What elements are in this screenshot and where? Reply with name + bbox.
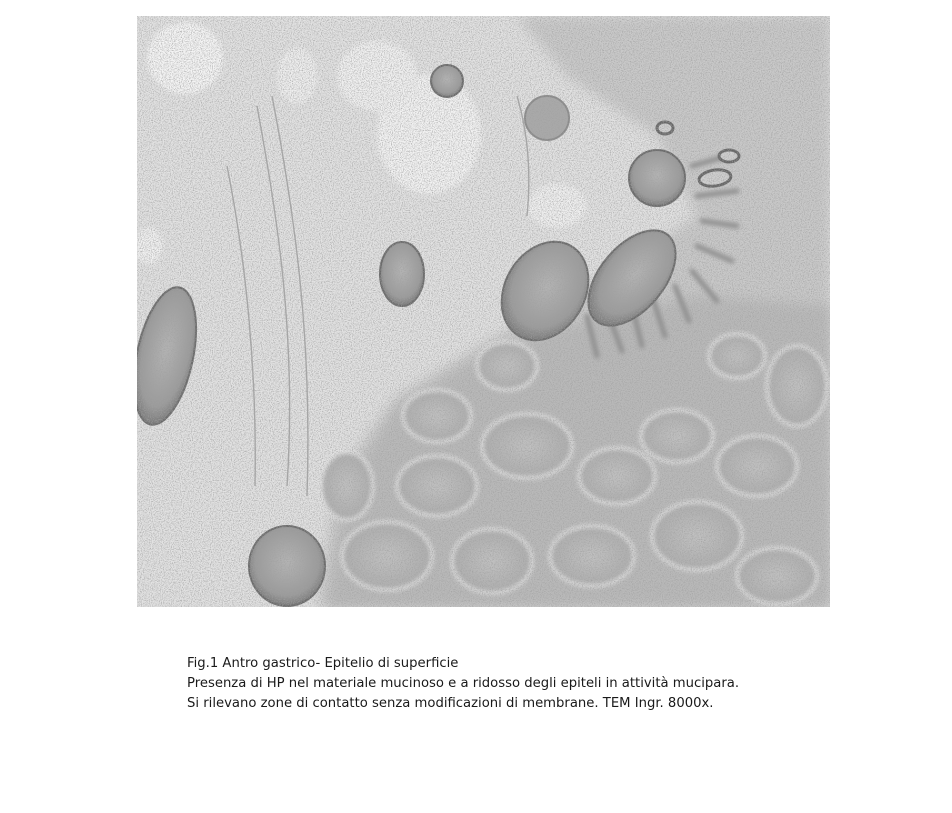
caption-line-3: Si rilevano zone di contatto senza modificazioni di membrane. TEM Ingr. 8000x. bbox=[187, 696, 714, 711]
caption-title: Fig.1 Antro gastrico- Epitelio di superficie bbox=[187, 656, 459, 671]
figure-caption bbox=[187, 654, 807, 714]
caption-line-2: Presenza di HP nel materiale mucinoso e a ridosso degli epiteli in attività mucipara. bbox=[187, 676, 740, 691]
tem-micrograph bbox=[137, 16, 830, 607]
